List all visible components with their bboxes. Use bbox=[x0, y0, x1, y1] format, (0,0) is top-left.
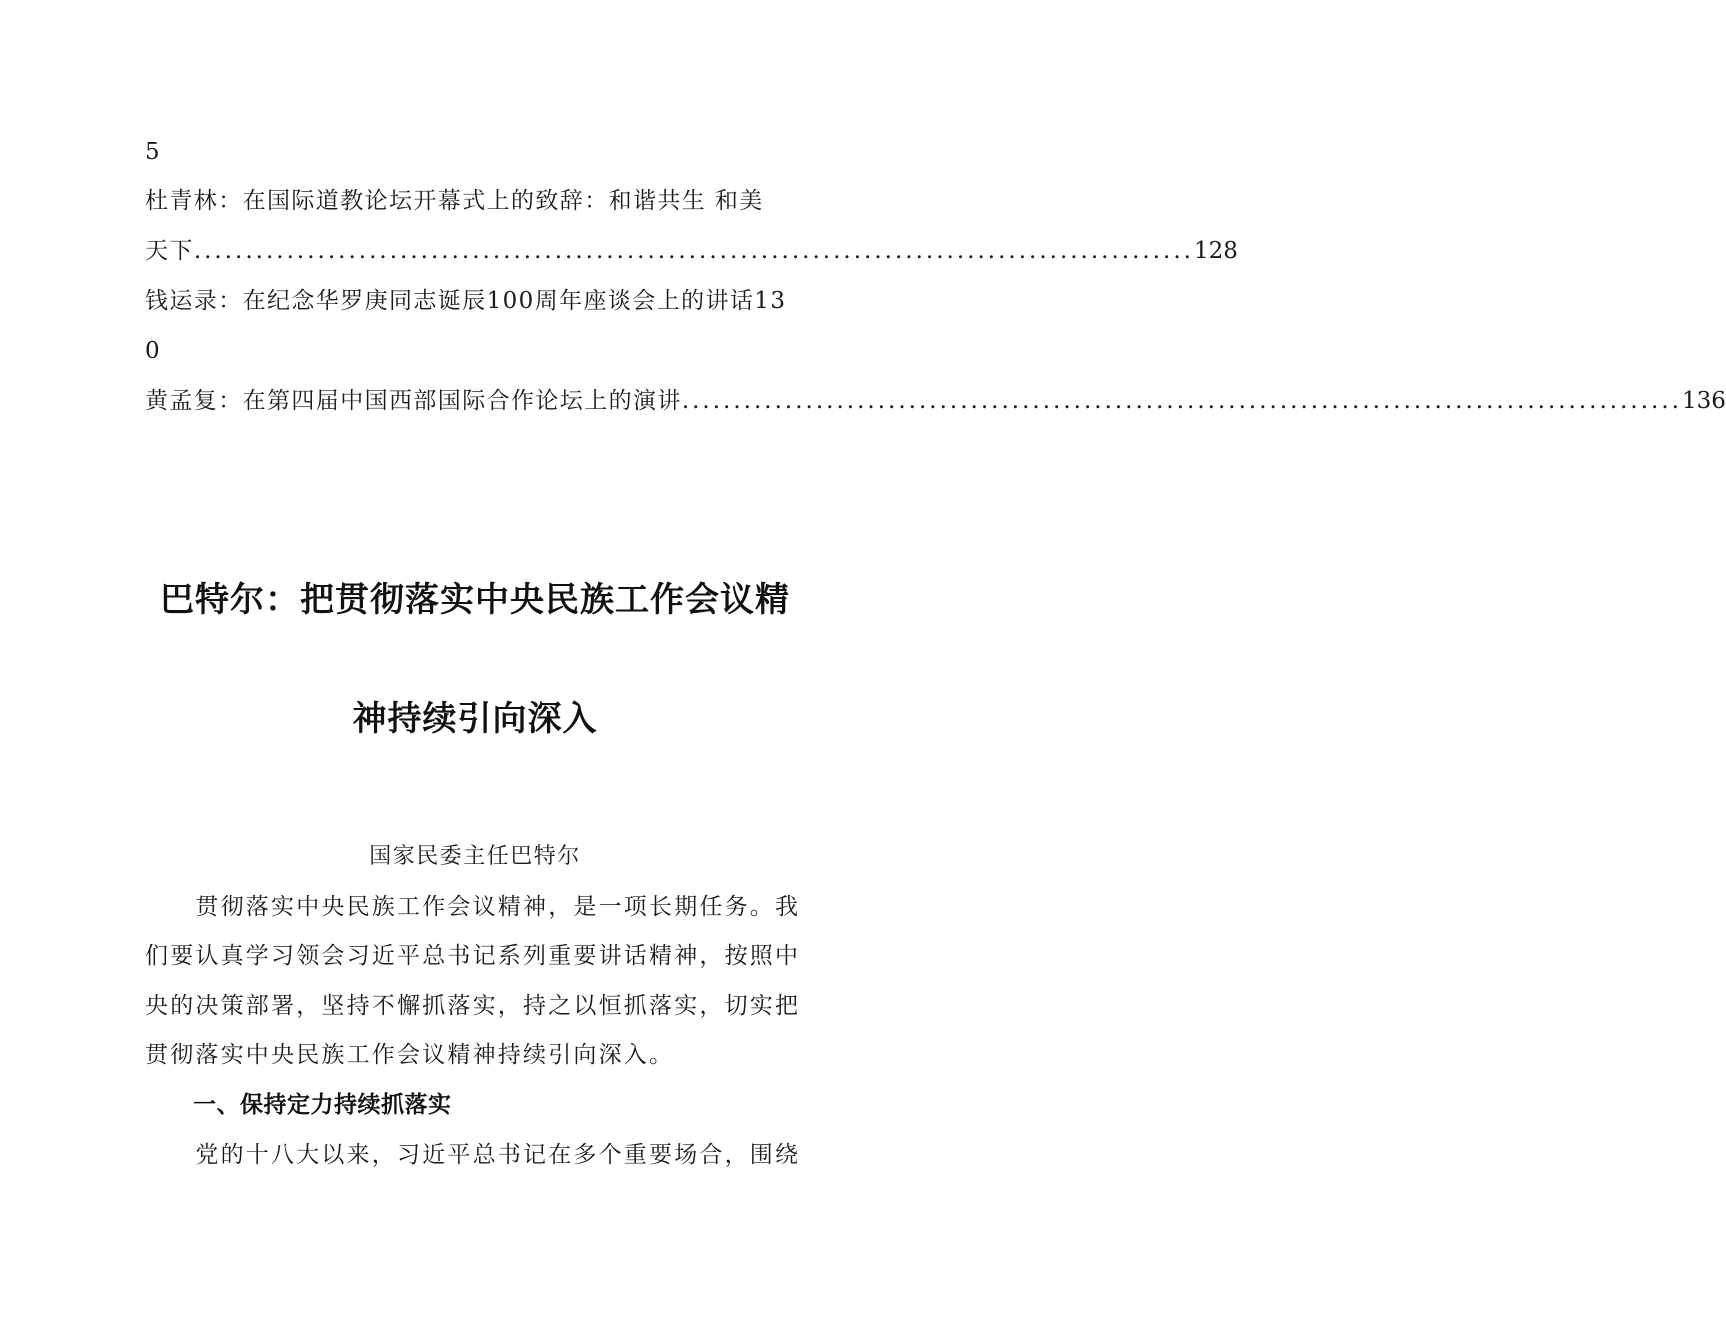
section-heading: 一、保持定力持续抓落实 bbox=[193, 1092, 452, 1118]
paragraph-1-line: 贯彻落实中央民族工作会议精神，是一项长期任务。我 bbox=[145, 894, 801, 920]
paragraph-2-line: 党的十八大以来，习近平总书记在多个重要场合，围绕 bbox=[145, 1142, 801, 1168]
toc-entry-2-line1: 钱运录：在纪念华罗庚同志诞辰100周年座谈会上的讲话13 bbox=[145, 288, 787, 314]
toc-entry-1-line1: 杜青林：在国际道教论坛开幕式上的致辞：和谐共生 和美 bbox=[145, 188, 764, 214]
toc-entry-3-page: 136 bbox=[1681, 388, 1726, 414]
toc-entry-1-page: 128 bbox=[1193, 238, 1238, 264]
toc-carry-line: 5 bbox=[145, 139, 162, 165]
toc-entry-1-line2 bbox=[145, 236, 1238, 266]
dot-leader: ................................................................................................. bbox=[193, 238, 1194, 264]
toc-entry-2-line2: 0 bbox=[145, 338, 162, 364]
article-title-line2: 神持续引向深入 bbox=[352, 699, 598, 739]
paragraph-1-line: 们要认真学习领会习近平总书记系列重要讲话精神，按照中 bbox=[145, 943, 801, 969]
toc-entry-3 bbox=[145, 386, 1726, 416]
toc-entry-3-title: 黄孟复：在第四届中国西部国际合作论坛上的演讲 bbox=[145, 388, 682, 414]
article-title-line1: 巴特尔：把贯彻落实中央民族工作会议精 bbox=[160, 580, 790, 620]
toc-entry-1-title-tail: 天下 bbox=[145, 238, 194, 264]
article-byline: 国家民委主任巴特尔 bbox=[369, 844, 581, 869]
paragraph-1-line: 央的决策部署，坚持不懈抓落实，持之以恒抓落实，切实把 bbox=[145, 993, 801, 1019]
dot-leader: ................................................................................................. bbox=[681, 388, 1682, 414]
paragraph-1-line: 贯彻落实中央民族工作会议精神持续引向深入。 bbox=[145, 1042, 675, 1068]
